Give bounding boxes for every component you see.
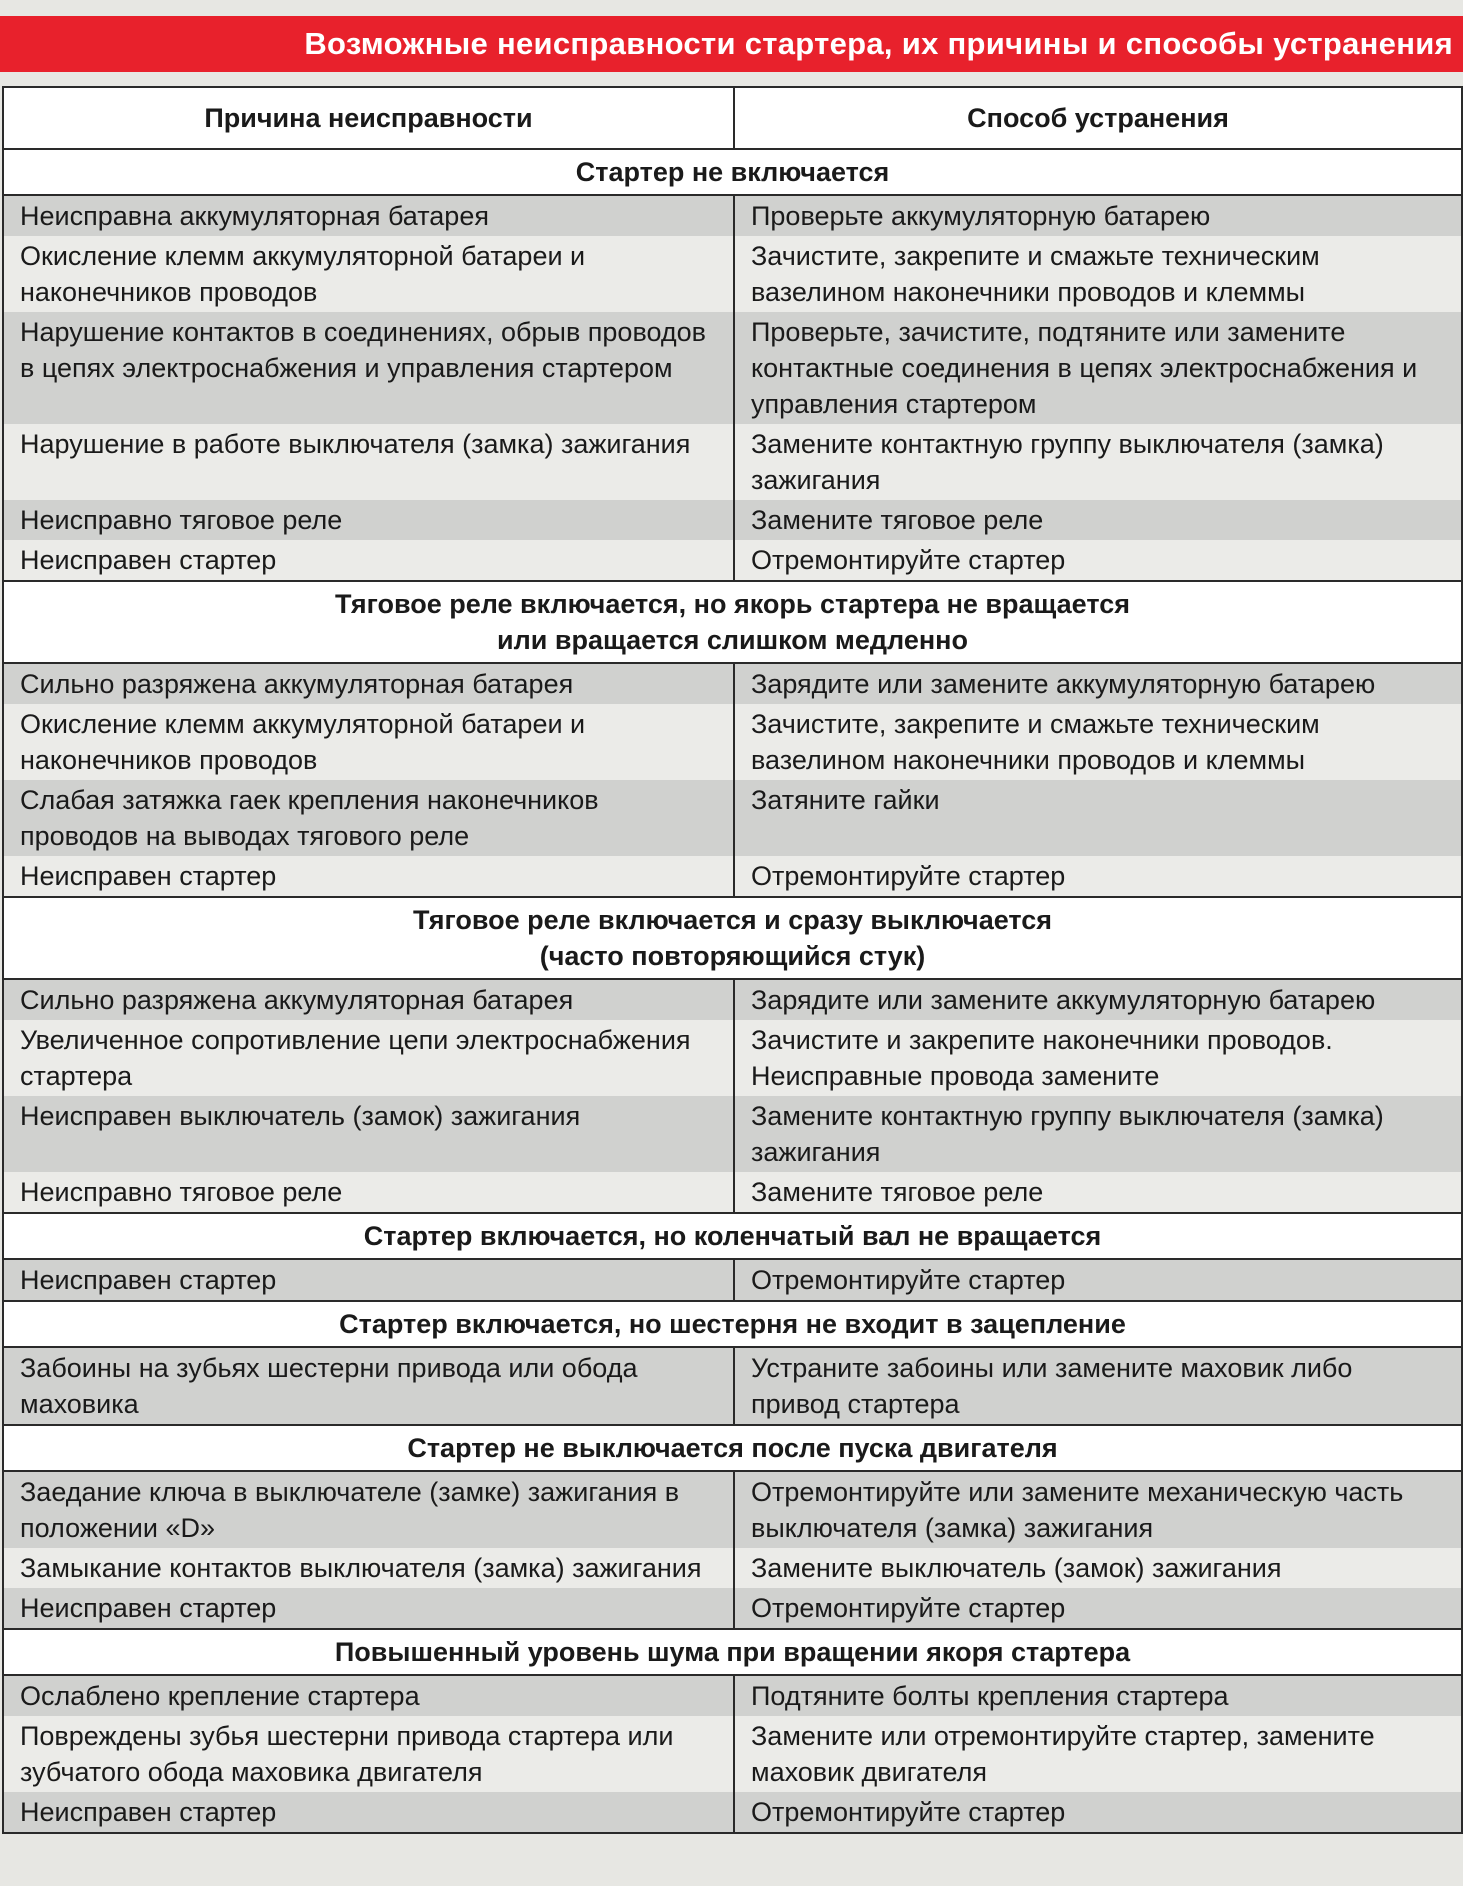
cause-cell: Ослаблено крепление стартера xyxy=(3,1675,734,1716)
cause-cell: Неисправно тяговое реле xyxy=(3,500,734,540)
table-row xyxy=(3,704,1462,780)
header-row xyxy=(3,87,1462,149)
cause-cell: Забоины на зубьях шестерни привода или обода маховика xyxy=(3,1347,734,1425)
table-row xyxy=(3,1172,1462,1213)
section-heading-line: (часто повторяющийся стук) xyxy=(539,941,926,971)
remedy-cell: Зарядите или замените аккумуляторную батарею xyxy=(734,663,1462,704)
cause-cell: Нарушение контактов в соединениях, обрыв проводов в цепях электроснабжения и управления стартером xyxy=(3,312,734,424)
cause-cell: Слабая затяжка гаек крепления наконечников проводов на выводах тягового реле xyxy=(3,780,734,856)
remedy-cell: Замените или отремонтируйте стартер, замените маховик двигателя xyxy=(734,1716,1462,1792)
cause-cell: Неисправен стартер xyxy=(3,1792,734,1833)
remedy-cell: Зачистите, закрепите и смажьте техническим вазелином наконечники проводов и клеммы xyxy=(734,236,1462,312)
cause-cell: Сильно разряжена аккумуляторная батарея xyxy=(3,979,734,1020)
remedy-cell: Зачистите и закрепите наконечники проводов. Неисправные провода замените xyxy=(734,1020,1462,1096)
table-row xyxy=(3,1792,1462,1833)
remedy-cell: Проверьте аккумуляторную батарею xyxy=(734,195,1462,236)
remedy-cell: Замените тяговое реле xyxy=(734,500,1462,540)
section-heading-row xyxy=(3,149,1462,195)
table-row xyxy=(3,1471,1462,1548)
table-row xyxy=(3,1259,1462,1301)
section-heading xyxy=(3,1629,1462,1675)
cause-cell: Неисправен стартер xyxy=(3,540,734,581)
table-row xyxy=(3,1588,1462,1629)
section-heading-row xyxy=(3,1425,1462,1471)
cause-cell: Неисправно тяговое реле xyxy=(3,1172,734,1213)
section-heading-row xyxy=(3,1629,1462,1675)
table-row xyxy=(3,236,1462,312)
remedy-cell: Проверьте, зачистите, подтяните или замените контактные соединения в цепях электроснабжения и управления стартером xyxy=(734,312,1462,424)
table-body xyxy=(3,149,1462,1833)
section-heading xyxy=(3,1301,1462,1347)
section-heading xyxy=(3,1425,1462,1471)
section-heading xyxy=(3,581,1462,663)
cause-cell: Заедание ключа в выключателе (замке) зажигания в положении «D» xyxy=(3,1471,734,1548)
table-row xyxy=(3,856,1462,897)
remedy-cell: Замените тяговое реле xyxy=(734,1172,1462,1213)
cause-cell: Неисправна аккумуляторная батарея xyxy=(3,195,734,236)
section-heading-line: Повышенный уровень шума при вращении якоря стартера xyxy=(334,1637,1131,1667)
table-row xyxy=(3,1096,1462,1172)
table-row xyxy=(3,540,1462,581)
table-row xyxy=(3,1548,1462,1588)
section-heading-row xyxy=(3,1301,1462,1347)
remedy-cell: Отремонтируйте стартер xyxy=(734,540,1462,581)
table-row xyxy=(3,780,1462,856)
remedy-cell: Отремонтируйте или замените механическую часть выключателя (замка) зажигания xyxy=(734,1471,1462,1548)
table-row xyxy=(3,1347,1462,1425)
cause-cell: Неисправен стартер xyxy=(3,856,734,897)
cause-cell: Неисправен стартер xyxy=(3,1588,734,1629)
section-heading-line: или вращается слишком медленно xyxy=(497,625,968,655)
cause-cell: Повреждены зубья шестерни привода стартера или зубчатого обода маховика двигателя xyxy=(3,1716,734,1792)
remedy-cell: Устраните забоины или замените маховик либо привод стартера xyxy=(734,1347,1462,1425)
cause-cell: Окисление клемм аккумуляторной батареи и наконечников проводов xyxy=(3,236,734,312)
remedy-cell: Зарядите или замените аккумуляторную батарею xyxy=(734,979,1462,1020)
remedy-cell: Отремонтируйте стартер xyxy=(734,856,1462,897)
section-heading-row xyxy=(3,1213,1462,1259)
remedy-cell: Подтяните болты крепления стартера xyxy=(734,1675,1462,1716)
section-heading-line: Тяговое реле включается, но якорь стартера не вращается xyxy=(335,589,1130,619)
cause-cell: Неисправен выключатель (замок) зажигания xyxy=(3,1096,734,1172)
section-heading-row xyxy=(3,581,1462,663)
cause-cell: Сильно разряжена аккумуляторная батарея xyxy=(3,663,734,704)
section-heading xyxy=(3,149,1462,195)
cause-cell: Нарушение в работе выключателя (замка) зажигания xyxy=(3,424,734,500)
header-cause: Причина неисправности xyxy=(3,87,734,149)
table-row xyxy=(3,500,1462,540)
remedy-cell: Зачистите, закрепите и смажьте техническим вазелином наконечники проводов и клеммы xyxy=(734,704,1462,780)
cause-cell: Замыкание контактов выключателя (замка) зажигания xyxy=(3,1548,734,1588)
table-row xyxy=(3,663,1462,704)
table-row xyxy=(3,1020,1462,1096)
table-row xyxy=(3,1675,1462,1716)
table-row xyxy=(3,312,1462,424)
remedy-cell: Отремонтируйте стартер xyxy=(734,1588,1462,1629)
section-heading-row xyxy=(3,897,1462,979)
header-remedy: Способ устранения xyxy=(734,87,1462,149)
remedy-cell: Замените контактную группу выключателя (замка) зажигания xyxy=(734,424,1462,500)
table-row xyxy=(3,195,1462,236)
table-row xyxy=(3,1716,1462,1792)
remedy-cell: Отремонтируйте стартер xyxy=(734,1259,1462,1301)
faults-table xyxy=(2,86,1463,1834)
cause-cell: Окисление клемм аккумуляторной батареи и наконечников проводов xyxy=(3,704,734,780)
section-heading-line: Стартер не выключается после пуска двигателя xyxy=(407,1433,1058,1463)
remedy-cell: Замените выключатель (замок) зажигания xyxy=(734,1548,1462,1588)
table-title: Возможные неисправности стартера, их причины и способы устранения xyxy=(0,16,1463,72)
section-heading-line: Тяговое реле включается и сразу выключается xyxy=(412,905,1053,935)
cause-cell: Неисправен стартер xyxy=(3,1259,734,1301)
section-heading-line: Стартер включается, но шестерня не входит в зацепление xyxy=(339,1309,1126,1339)
remedy-cell: Затяните гайки xyxy=(734,780,1462,856)
table-row xyxy=(3,424,1462,500)
remedy-cell: Замените контактную группу выключателя (замка) зажигания xyxy=(734,1096,1462,1172)
section-heading-line: Стартер включается, но коленчатый вал не вращается xyxy=(363,1221,1102,1251)
cause-cell: Увеличенное сопротивление цепи электроснабжения стартера xyxy=(3,1020,734,1096)
section-heading xyxy=(3,1213,1462,1259)
table-row xyxy=(3,979,1462,1020)
section-heading xyxy=(3,897,1462,979)
section-heading-line: Стартер не включается xyxy=(575,157,890,187)
remedy-cell: Отремонтируйте стартер xyxy=(734,1792,1462,1833)
